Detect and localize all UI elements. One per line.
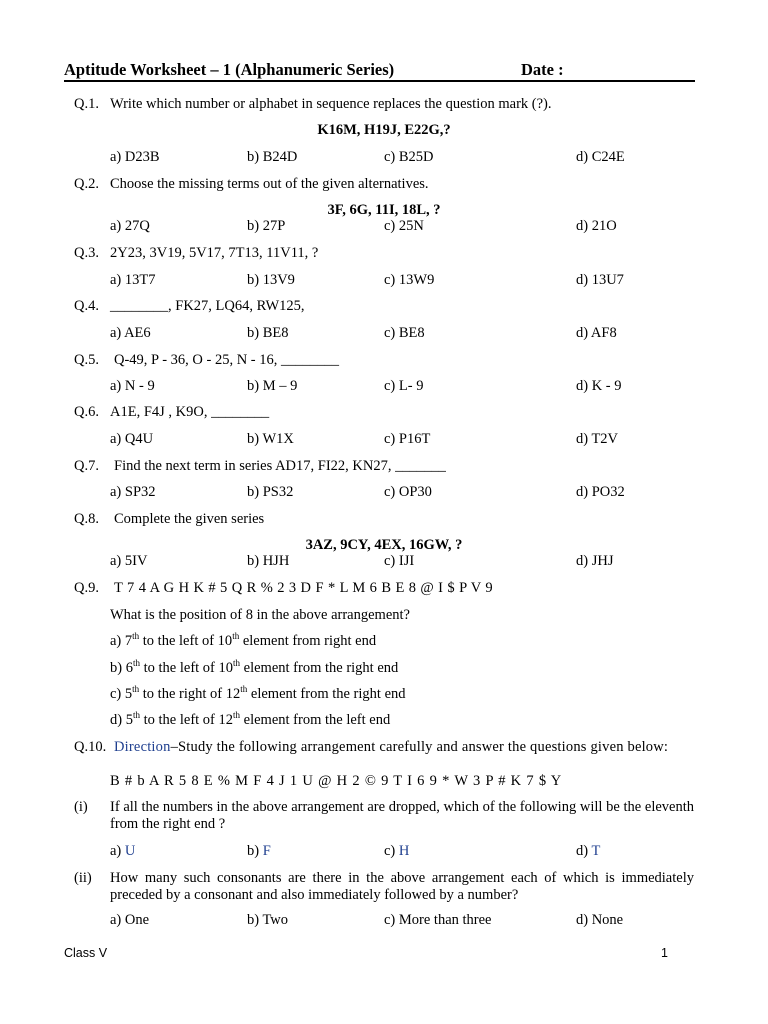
q10-i-option-c: c) H xyxy=(384,843,410,859)
q10-ii-option-a: a) One xyxy=(110,912,150,928)
q10-i-option-a: a) U xyxy=(110,843,136,859)
q9-number: Q.9. xyxy=(74,580,99,596)
q4-option-b: b) BE8 xyxy=(247,325,289,341)
q10-ii-text: How many such consonants are there in the above arrangement each of which is immediately preceded by a consonant and also immediately followed by a number? xyxy=(110,870,694,903)
q9-text: What is the position of 8 in the above arrangement? xyxy=(110,607,410,623)
q9-option-c: c) 5th to the right of 12th element from the right end xyxy=(110,684,406,702)
q5-option-a: a) N - 9 xyxy=(110,378,155,394)
q6-number: Q.6. xyxy=(74,404,99,420)
q3-number: Q.3. xyxy=(74,245,99,261)
q2-option-c: c) 25N xyxy=(384,218,424,234)
q2-text: Choose the missing terms out of the given alternatives. xyxy=(110,176,429,192)
q8-option-a: a) 5IV xyxy=(110,553,148,569)
q9-option-b: b) 6th to the left of 10th element from the right end xyxy=(110,658,399,676)
q7-option-d: d) PO32 xyxy=(576,484,625,500)
q9-arrangement: T 7 4 A G H K # 5 Q R % 2 3 D F * L M 6 B E 8 @ I $ P V 9 xyxy=(114,580,494,596)
q8-number: Q.8. xyxy=(74,511,99,527)
q5-option-c: c) L- 9 xyxy=(384,378,424,394)
q1-text: Write which number or alphabet in sequence replaces the question mark (?). xyxy=(110,96,552,112)
q1-series: K16M, H19J, E22G,? xyxy=(317,122,451,138)
q10-i-option-b: b) F xyxy=(247,843,271,859)
q5-text: Q-49, P - 36, O - 25, N - 16, ________ xyxy=(114,352,340,368)
q6-option-d: d) T2V xyxy=(576,431,619,447)
worksheet-title: Aptitude Worksheet – 1 (Alphanumeric Series) xyxy=(64,60,395,79)
q2-number: Q.2. xyxy=(74,176,99,192)
q7-option-c: c) OP30 xyxy=(384,484,432,500)
q10-number: Q.10. xyxy=(74,739,107,755)
q4-option-c: c) BE8 xyxy=(384,325,425,341)
q5-option-b: b) M – 9 xyxy=(247,378,298,394)
q10-ii-number: (ii) xyxy=(74,870,92,886)
q10-i-number: (i) xyxy=(74,799,88,815)
footer-class-label: Class V xyxy=(64,946,108,960)
q5-number: Q.5. xyxy=(74,352,99,368)
header-rule xyxy=(64,80,695,82)
q2-option-a: a) 27Q xyxy=(110,218,150,234)
direction-word: Direction xyxy=(114,739,171,755)
q1-option-c: c) B25D xyxy=(384,149,434,165)
q7-text: Find the next term in series AD17, FI22, KN27, _______ xyxy=(114,458,446,474)
q1-option-d: d) C24E xyxy=(576,149,625,165)
q9-option-a: a) 7th to the left of 10th element from right end xyxy=(110,631,377,649)
q2-series: 3F, 6G, 11I, 18L, ? xyxy=(327,202,441,218)
q10-ii-option-c: c) More than three xyxy=(384,912,492,928)
q8-text: Complete the given series xyxy=(114,511,265,527)
q4-text: ________, FK27, LQ64, RW125, xyxy=(110,298,305,314)
q3-option-b: b) 13V9 xyxy=(247,272,295,288)
q3-option-a: a) 13T7 xyxy=(110,272,156,288)
q6-option-a: a) Q4U xyxy=(110,431,154,447)
q2-option-b: b) 27P xyxy=(247,218,286,234)
q10-i-text: If all the numbers in the above arrangement are dropped, which of the following will be the eleventh from the right end ? xyxy=(110,799,694,832)
q1-number: Q.1. xyxy=(74,96,99,112)
q7-number: Q.7. xyxy=(74,458,99,474)
q7-option-b: b) PS32 xyxy=(247,484,294,500)
q10-ii-option-d: d) None xyxy=(576,912,624,928)
q10-i-option-d: d) T xyxy=(576,843,601,859)
q10-ii-option-b: b) Two xyxy=(247,912,289,928)
date-label: Date : xyxy=(521,60,564,79)
q4-option-a: a) AE6 xyxy=(110,325,151,341)
q3-option-c: c) 13W9 xyxy=(384,272,435,288)
q1-option-b: b) B24D xyxy=(247,149,298,165)
q1-option-a: a) D23B xyxy=(110,149,160,165)
q9-option-d: d) 5th to the left of 12th element from the left end xyxy=(110,710,391,728)
q8-option-c: c) IJI xyxy=(384,553,415,569)
q3-option-d: d) 13U7 xyxy=(576,272,624,288)
q6-option-b: b) W1X xyxy=(247,431,294,447)
q10-arrangement: B # b A R 5 8 E % M F 4 J 1 U @ H 2 © 9 T I 6 9 * W 3 P # K 7 $ Y xyxy=(110,773,563,789)
q2-option-d: d) 21O xyxy=(576,218,617,234)
q8-option-b: b) HJH xyxy=(247,553,290,569)
q8-option-d: d) JHJ xyxy=(576,553,614,569)
page-number: 1 xyxy=(661,946,668,960)
q6-option-c: c) P16T xyxy=(384,431,431,447)
q4-option-d: d) AF8 xyxy=(576,325,617,341)
q3-text: 2Y23, 3V19, 5V17, 7T13, 11V11, ? xyxy=(110,245,319,261)
q6-text: A1E, F4J , K9O, ________ xyxy=(110,404,270,420)
q7-option-a: a) SP32 xyxy=(110,484,156,500)
q5-option-d: d) K - 9 xyxy=(576,378,622,394)
q4-number: Q.4. xyxy=(74,298,99,314)
q8-series: 3AZ, 9CY, 4EX, 16GW, ? xyxy=(305,537,463,553)
q10-direction: Direction–Study the following arrangement carefully and answer the questions given below: xyxy=(114,739,669,755)
